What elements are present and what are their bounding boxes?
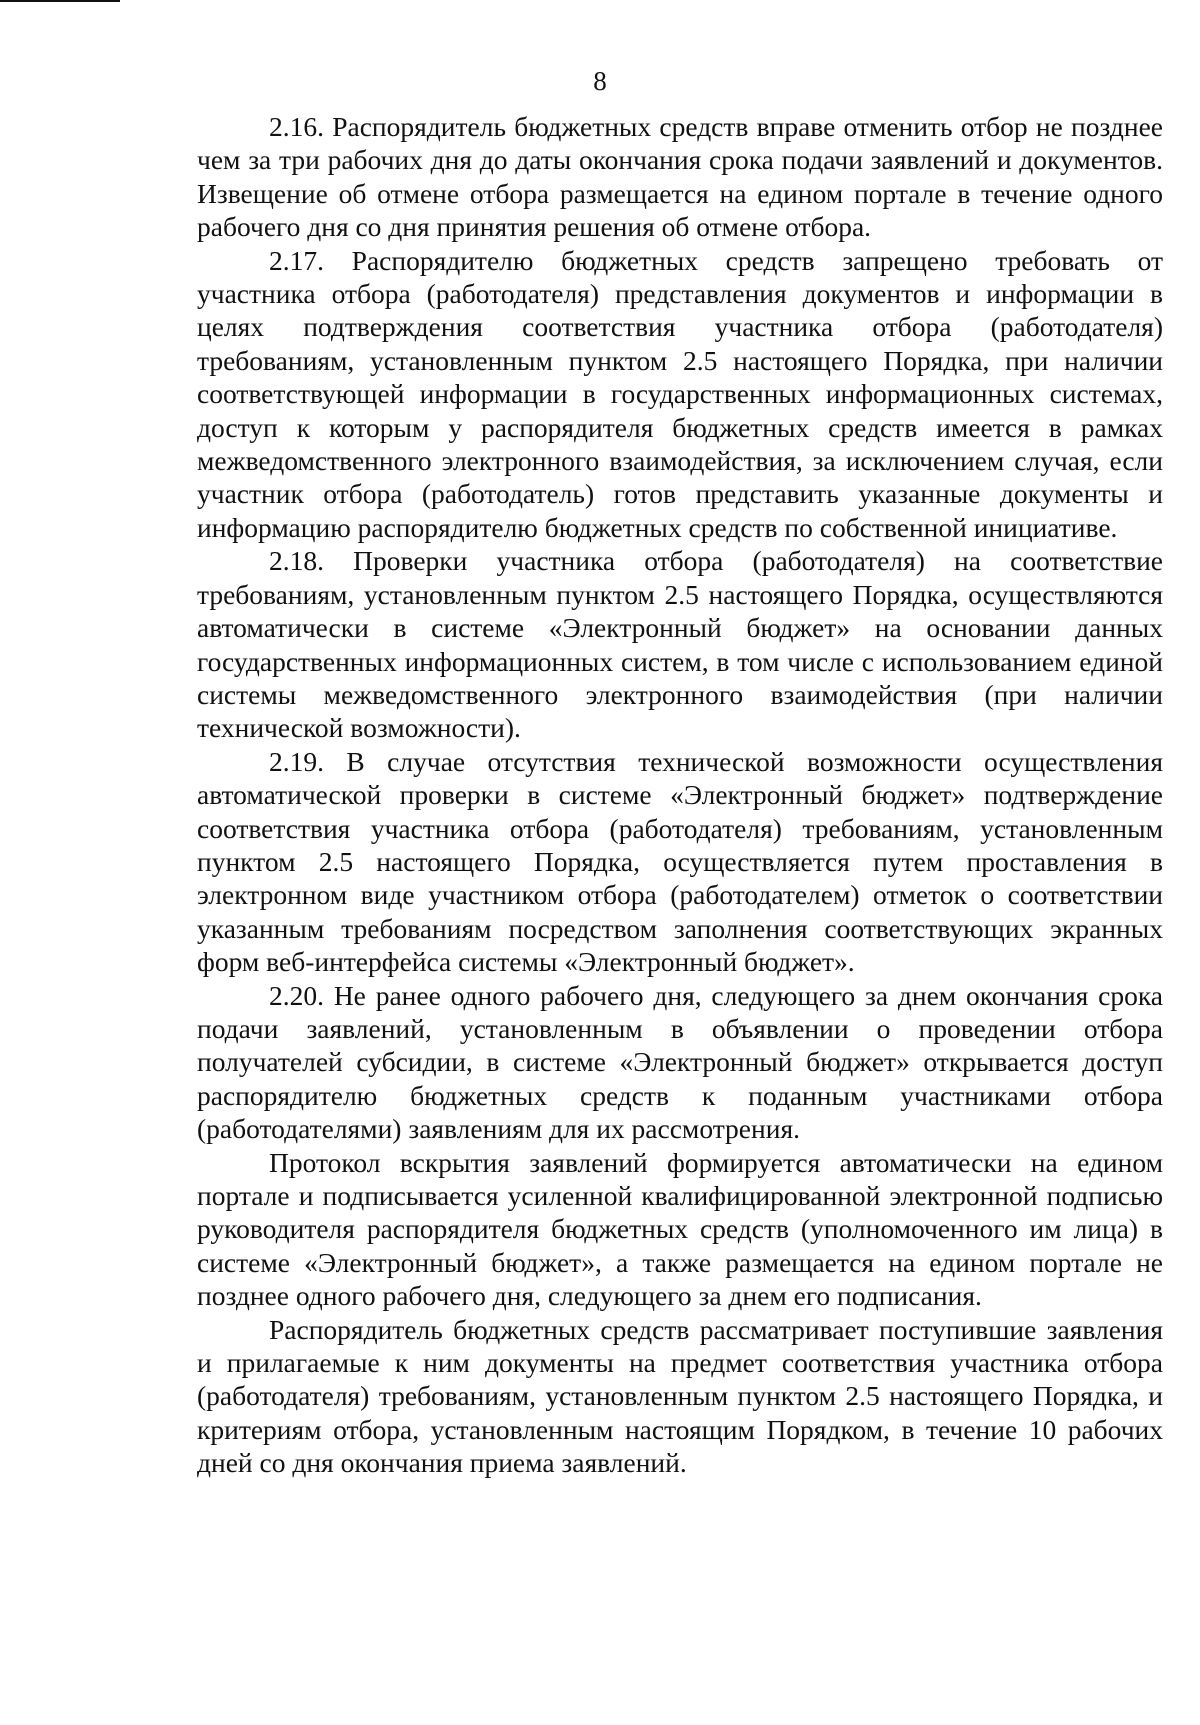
top-rule <box>0 0 120 2</box>
page-number: 8 <box>593 66 607 96</box>
paragraph-protocol: Протокол вскрытия заявлений формируется автоматически на едином портале и подписывается усиленной квалифицированной электронной подписью руководителя распорядителя бюджетных средств (уполномоченного им лица) в системе «Электронный бюджет», а также размещается на едином портале не позднее одного рабочего дня, следующего за днем его подписания. <box>197 1146 1163 1312</box>
paragraph-2-20: 2.20. Не ранее одного рабочего дня, следующего за днем окончания срока подачи заявлений, установленным в объявлении о проведении отбора получателей субсидии, в системе «Электронный бюджет» открывается доступ распорядителю бюджетных средств к поданным участниками отбора (работодателями) заявлениям для их рассмотрения. <box>197 979 1163 1145</box>
paragraph-2-17: 2.17. Распорядителю бюджетных средств запрещено требовать от участника отбора (работодателя) представления документов и информации в целях подтверждения соответствия участника отбора (работодателя) требованиям, установленным пунктом 2.5 настоящего Порядка, при наличии соответствующей информации в государственных информационных системах, доступ к которым у распорядителя бюджетных средств имеется в рамках межведомственного электронного взаимодействия, за исключением случая, если участник отбора (работодатель) готов представить указанные документы и информацию распорядителю бюджетных средств по собственной инициативе. <box>197 244 1163 543</box>
paragraph-2-16: 2.16. Распорядитель бюджетных средств вправе отменить отбор не позднее чем за три рабочих дня до даты окончания срока подачи заявлений и документов. Извещение об отмене отбора размещается на едином портале в течение одного рабочего дня со дня принятия решения об отмене отбора. <box>197 111 1163 243</box>
paragraph-2-18: 2.18. Проверки участника отбора (работодателя) на соответствие требованиям, установленным пунктом 2.5 настоящего Порядка, осуществляются автоматически в системе «Электронный бюджет» на основании данных государственных информационных систем, в том числе с использованием единой системы межведомственного электронного взаимодействия (при наличии технической возможности). <box>197 545 1163 744</box>
paragraph-2-19: 2.19. В случае отсутствия технической возможности осуществления автоматической проверки в системе «Электронный бюджет» подтверждение соответствия участника отбора (работодателя) требованиям, установленным пунктом 2.5 настоящего Порядка, осуществляется путем проставления в электронном виде участником отбора (работодателем) отметок о соответствии указанным требованиям посредством заполнения соответствующих экранных форм веб-интерфейса системы «Электронный бюджет». <box>197 745 1163 978</box>
paragraph-review: Распорядитель бюджетных средств рассматривает поступившие заявления и прилагаемые к ним документы на предмет соответствия участника отбора (работодателя) требованиям, установленным пунктом 2.5 настоящего Порядка, и критериям отбора, установленным настоящим Порядком, в течение 10 рабочих дней со дня окончания приема заявлений. <box>197 1313 1163 1479</box>
document-body <box>197 110 1163 1480</box>
